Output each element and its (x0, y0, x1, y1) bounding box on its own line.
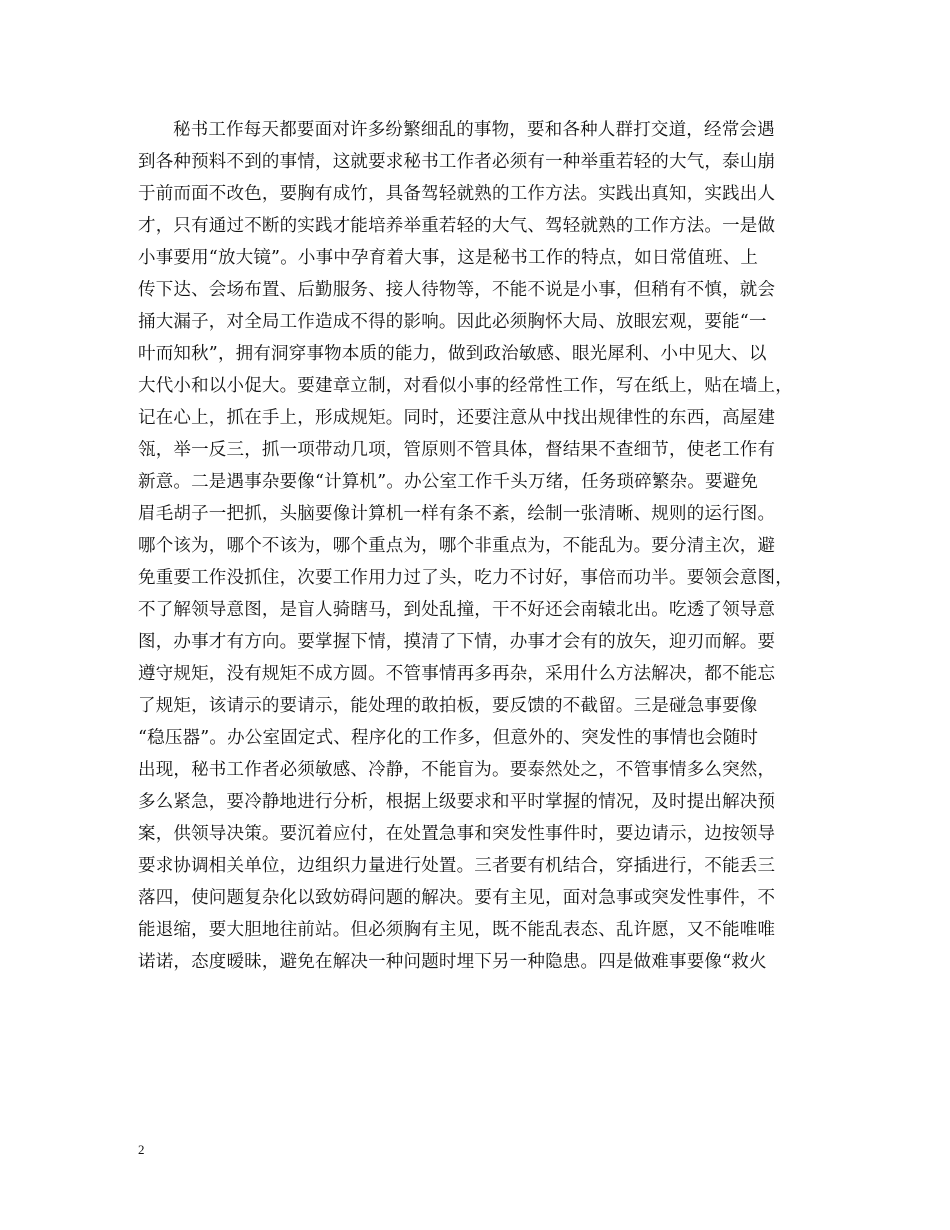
paragraph-line: 能退缩，要大胆地往前站。但必须胸有主见，既不能乱表态、乱许愿，又不能唯唯 (138, 920, 776, 940)
paragraph-line: 捅大漏子，对全局工作造成不得的影响。因此必须胸怀大局、放眼宏观，要能“一 (138, 312, 767, 332)
paragraph-line: 案，供领导决策。要沉着应付，在处置急事和突发性事件时，要边请示，边按领导 (138, 824, 776, 844)
paragraph-line: 不了解领导意图，是盲人骑瞎马，到处乱撞，干不好还会南辕北出。吃透了领导意 (138, 600, 776, 620)
paragraph-line: 免重要工作没抓住，次要工作用力过了头，吃力不讨好，事倍而功半。要领会意图， (138, 568, 793, 588)
paragraph-line: 秘书工作每天都要面对许多纷繁细乱的事物，要和各种人群打交道，经常会遇 (173, 120, 775, 140)
paragraph-line: 于前而面不改色，要胸有成竹，具备驾轻就熟的工作方法。实践出真知，实践出人 (138, 184, 776, 204)
paragraph-line: 多么紧急，要冷静地进行分析，根据上级要求和平时掌握的情况，及时提出解决预 (138, 792, 776, 812)
paragraph-line: 记在心上，抓在手上，形成规矩。同时，还要注意从中找出规律性的东西，高屋建 (138, 408, 776, 428)
paragraph-line: 大代小和以小促大。要建章立制，对看似小事的经常性工作，写在纸上，贴在墙上， (138, 376, 793, 396)
paragraph-line: 图，办事才有方向。要掌握下情，摸清了下情，办事才会有的放矢，迎刃而解。要 (138, 632, 776, 652)
paragraph-line: 小事要用“放大镜”。小事中孕育着大事，这是秘书工作的特点，如日常值班、上 (138, 248, 759, 268)
paragraph-line: 遵守规矩，没有规矩不成方圆。不管事情再多再杂，采用什么方法解决，都不能忘 (138, 664, 776, 684)
paragraph-line: 要求协调相关单位，边组织力量进行处置。三者要有机结合，穿插进行，不能丢三 (138, 856, 776, 876)
paragraph-line: 才，只有通过不断的实践才能培养举重若轻的大气、驾轻就熟的工作方法。一是做 (138, 216, 776, 236)
paragraph-line: 到各种预料不到的事情，这就要求秘书工作者必须有一种举重若轻的大气，泰山崩 (138, 152, 776, 172)
paragraph-line: 了规矩，该请示的要请示，能处理的敢拍板，要反馈的不截留。三是碰急事要像 (138, 696, 758, 716)
paragraph-line: 诺诺，态度暧昧，避免在解决一种问题时埋下另一种隐患。四是做难事要像“救火 (138, 952, 767, 972)
paragraph-line: 瓴，举一反三，抓一项带动几项，管原则不管具体，督结果不查细节，使老工作有 (138, 440, 776, 460)
paragraph-line: 传下达、会场布置、后勤服务、接人待物等，不能不说是小事，但稍有不慎，就会 (138, 280, 776, 300)
paragraph-line: “稳压器”。办公室固定式、程序化的工作多，但意外的、突发性的事情也会随时 (138, 728, 759, 748)
paragraph-line: 新意。二是遇事杂要像“计算机”。办公室工作千头万绪，任务琐碎繁杂。要避免 (138, 472, 759, 492)
page-number: 2 (138, 1142, 145, 1157)
paragraph-line: 叶而知秋”，拥有洞穿事物本质的能力，做到政治敏感、眼光犀利、小中见大、以 (138, 344, 767, 364)
paragraph-line: 落四，使问题复杂化以致妨碍问题的解决。要有主见，面对急事或突发性事件，不 (138, 888, 776, 908)
paragraph-line: 哪个该为，哪个不该为，哪个重点为，哪个非重点为，不能乱为。要分清主次，避 (138, 536, 776, 556)
paragraph-line: 眉毛胡子一把抓，头脑要像计算机一样有条不紊，绘制一张清晰、规则的运行图。 (138, 504, 776, 524)
paragraph-line: 出现，秘书工作者必须敏感、冷静，不能盲为。要泰然处之，不管事情多么突然， (138, 760, 776, 780)
body-paragraph (138, 119, 818, 983)
